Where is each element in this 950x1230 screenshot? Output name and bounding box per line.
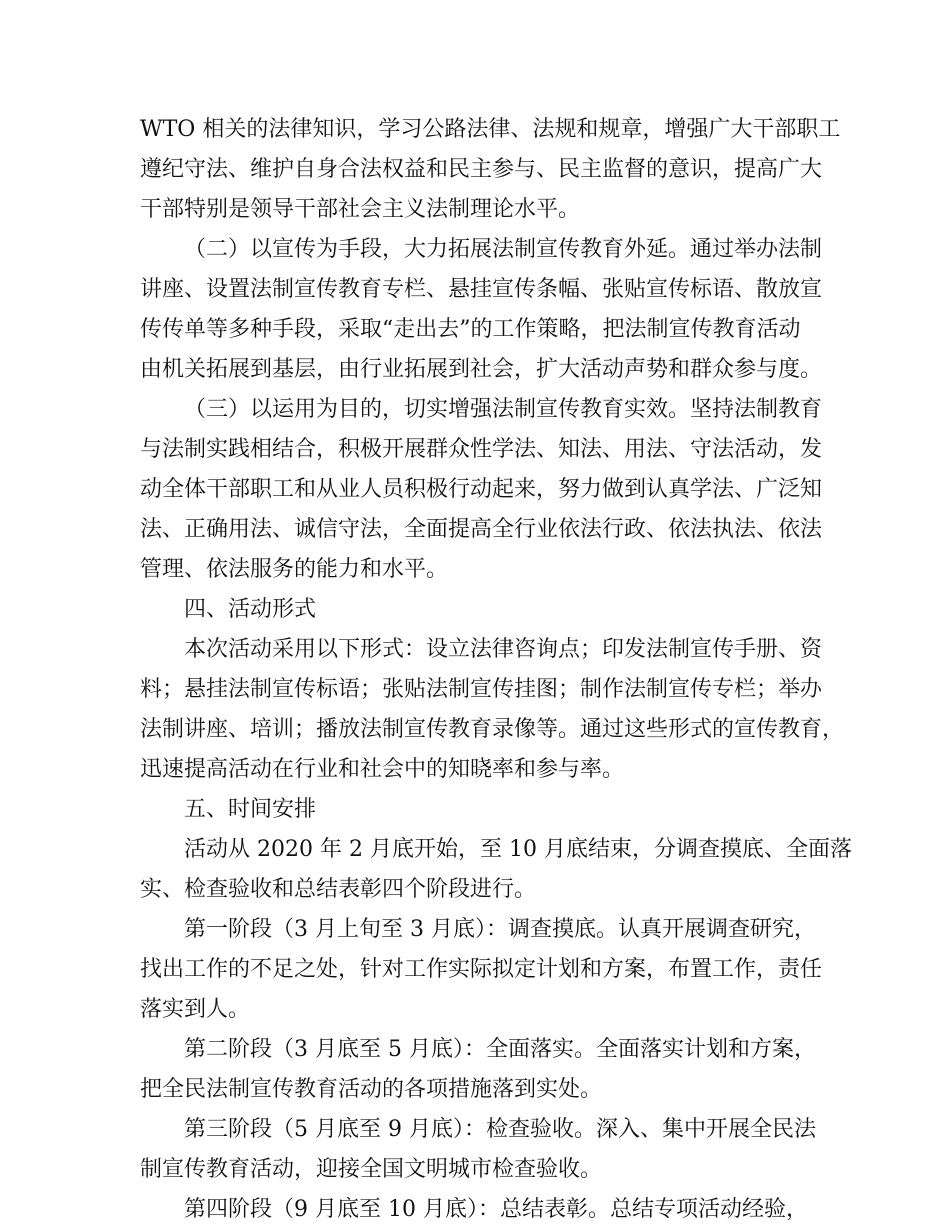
text-line: 法制讲座、培训；播放法制宣传教育录像等。通过这些形式的宣传教育，: [140, 717, 845, 742]
text-line: 落实到人。: [140, 997, 251, 1022]
text-line: 由机关拓展到基层，由行业拓展到社会，扩大活动声势和群众参与度。: [140, 357, 823, 382]
text-line: 法、正确用法、诚信守法，全面提高全行业依法行政、依法执法、依法: [140, 517, 823, 542]
text-line: 料；悬挂法制宣传标语；张贴法制宣传挂图；制作法制宣传专栏；举办: [140, 677, 823, 702]
section-heading: 四、活动形式: [184, 597, 317, 622]
text-line: 把全民法制宣传教育活动的各项措施落到实处。: [140, 1077, 603, 1102]
text-line: （二）以宣传为手段，大力拓展法制宣传教育外延。通过举办法制: [184, 237, 823, 262]
text-line: 第一阶段（3 月上旬至 3 月底）：调查摸底。认真开展调查研究，: [184, 917, 816, 942]
text-line: 管理、依法服务的能力和水平。: [140, 557, 449, 582]
text-line: 实、检查验收和总结表彰四个阶段进行。: [140, 877, 537, 902]
text-line: 动全体干部职工和从业人员积极行动起来，努力做到认真学法、广泛知: [140, 477, 823, 502]
text-line: 讲座、设置法制宣传教育专栏、悬挂宣传条幅、张贴宣传标语、散放宣: [140, 277, 823, 302]
text-line: 与法制实践相结合，积极开展群众性学法、知法、用法、守法活动，发: [140, 437, 823, 462]
text-line: 传传单等多种手段，采取“走出去”的工作策略，把法制宣传教育活动: [140, 317, 801, 342]
text-line: 第三阶段（5 月底至 9 月底）：检查验收。深入、集中开展全民法: [184, 1117, 816, 1142]
text-line: 迅速提高活动在行业和社会中的知晓率和参与率。: [140, 757, 625, 782]
section-heading: 五、时间安排: [184, 797, 317, 822]
text-line: 遵纪守法、维护自身合法权益和民主参与、民主监督的意识，提高广大: [140, 157, 823, 182]
text-line: 找出工作的不足之处，针对工作实际拟定计划和方案，布置工作，责任: [140, 957, 823, 982]
text-line: 第二阶段（3 月底至 5 月底）：全面落实。全面落实计划和方案，: [184, 1037, 816, 1062]
text-line: 制宣传教育活动，迎接全国文明城市检查验收。: [140, 1157, 603, 1182]
text-line: 干部特别是领导干部社会主义法制理论水平。: [140, 197, 581, 222]
text-line: WTO 相关的法律知识，学习公路法律、法规和规章，增强广大干部职工: [140, 117, 841, 142]
text-line: （三）以运用为目的，切实增强法制宣传教育实效。坚持法制教育: [184, 397, 823, 422]
text-line: 本次活动采用以下形式：设立法律咨询点；印发法制宣传手册、资: [184, 637, 823, 662]
text-line: 第四阶段（9 月底至 10 月底）：总结表彰。总结专项活动经验，: [184, 1197, 808, 1222]
text-line: 活动从 2020 年 2 月底开始，至 10 月底结束，分调查摸底、全面落: [184, 837, 852, 862]
